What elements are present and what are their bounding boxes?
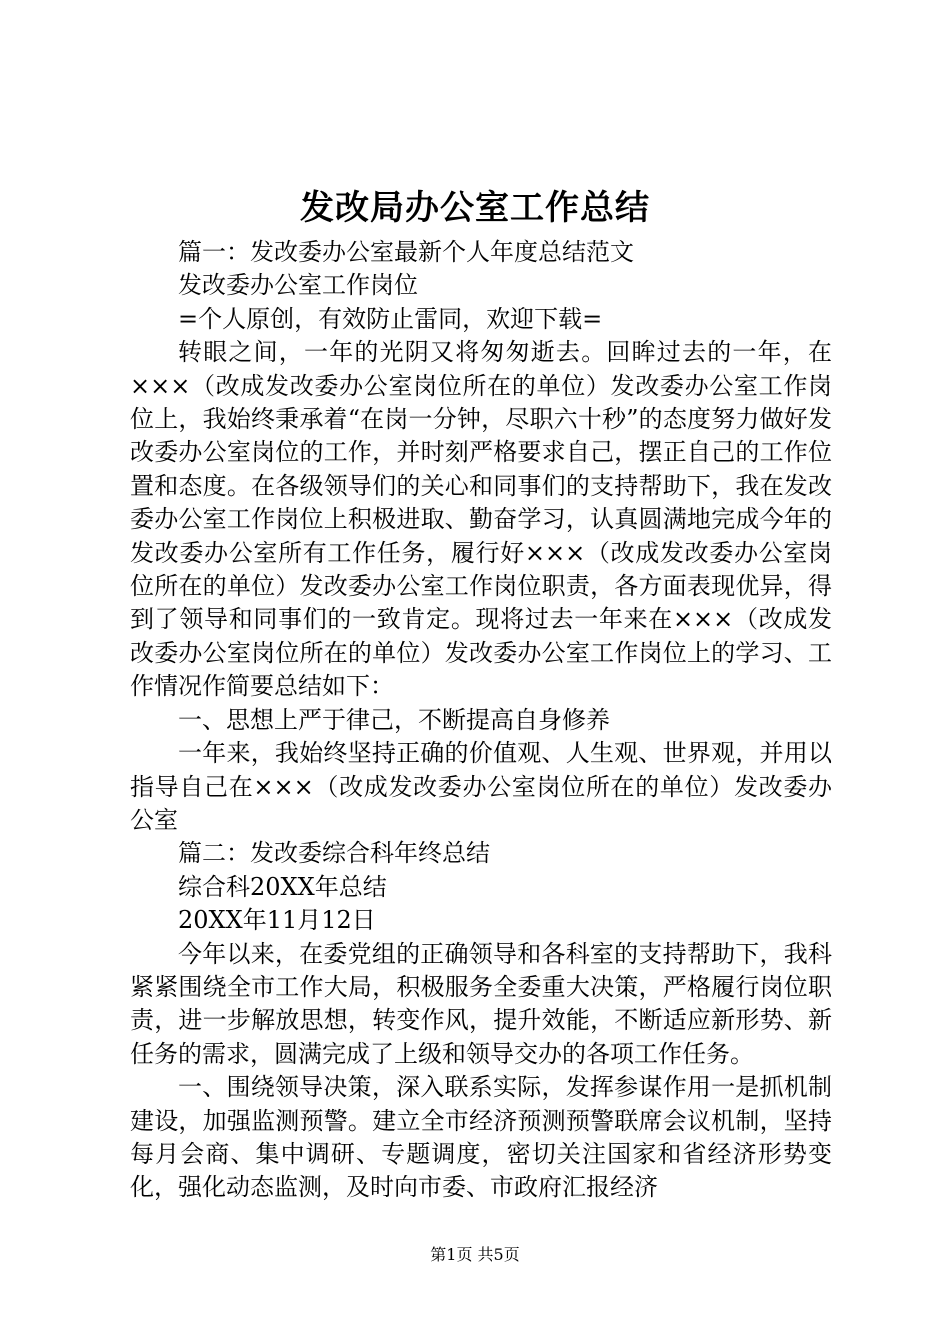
document-title: 发改局办公室工作总结 [300, 188, 650, 228]
paragraph-decision-support: 一、围绕领导决策，深入联系实际，发挥参谋作用一是抓机制建设，加强监测预警。建立全市经济预测预警联席会议机制，坚持每月会商、集中调研、专题调度，密切关注国家和省经济形势变化，强化动态监测，及时向市委、市政府汇报经济 [130, 1073, 832, 1202]
paragraph-overview: 今年以来，在委党组的正确领导和各科室的支持帮助下，我科紧紧围绕全市工作大局，积极服务全委重大决策，严格履行岗位职责，进一步解放思想，转变作风，提升效能，不断适应新形势、新任务的需求，圆满完成了上级和领导交办的各项工作任务。 [130, 939, 832, 1068]
document-body [130, 236, 832, 1205]
paragraph-point-one-heading: 一、思想上严于律己，不断提高自身修养 [178, 705, 610, 734]
paragraph-original-notice: =个人原创，有效防止雷同，欢迎下载= [178, 304, 603, 333]
paragraph-summary-title: 综合科20XX年总结 [178, 872, 387, 901]
paragraph-intro: 转眼之间，一年的光阴又将匆匆逝去。回眸过去的一年，在×××（改成发改委办公室岗位所在的单位）发改委办公室工作岗位上，我始终秉承着“在岗一分钟，尽职六十秒”的态度努力做好发改委办公室岗位的工作，并时刻严格要求自己，摆正自己的工作位置和态度。在各级领导们的关心和同事们的支持帮助下，我在发改委办公室工作岗位上积极进取、勤奋学习，认真圆满地完成今年的发改委办公室所有工作任务，履行好×××（改成发改委办公室岗位所在的单位）发改委办公室工作岗位职责，各方面表现优异，得到了领导和同事们的一致肯定。现将过去一年来在×××（改成发改委办公室岗位所在的单位）发改委办公室工作岗位上的学习、工作情况作简要总结如下： [130, 338, 832, 701]
paragraph-section-one-heading: 篇一：发改委办公室最新个人年度总结范文 [178, 238, 634, 266]
paragraph-position-title: 发改委办公室工作岗位 [178, 271, 418, 300]
page-footer: 第1页 共5页 [430, 1245, 520, 1264]
paragraph-section-two-heading: 篇二：发改委综合科年终总结 [178, 839, 490, 868]
paragraph-point-one-body: 一年来，我始终坚持正确的价值观、人生观、世界观，并用以指导自己在×××（改成发改委办公室岗位所在的单位）发改委办公室 [130, 739, 832, 834]
paragraph-date: 20XX年11月12日 [178, 906, 376, 935]
